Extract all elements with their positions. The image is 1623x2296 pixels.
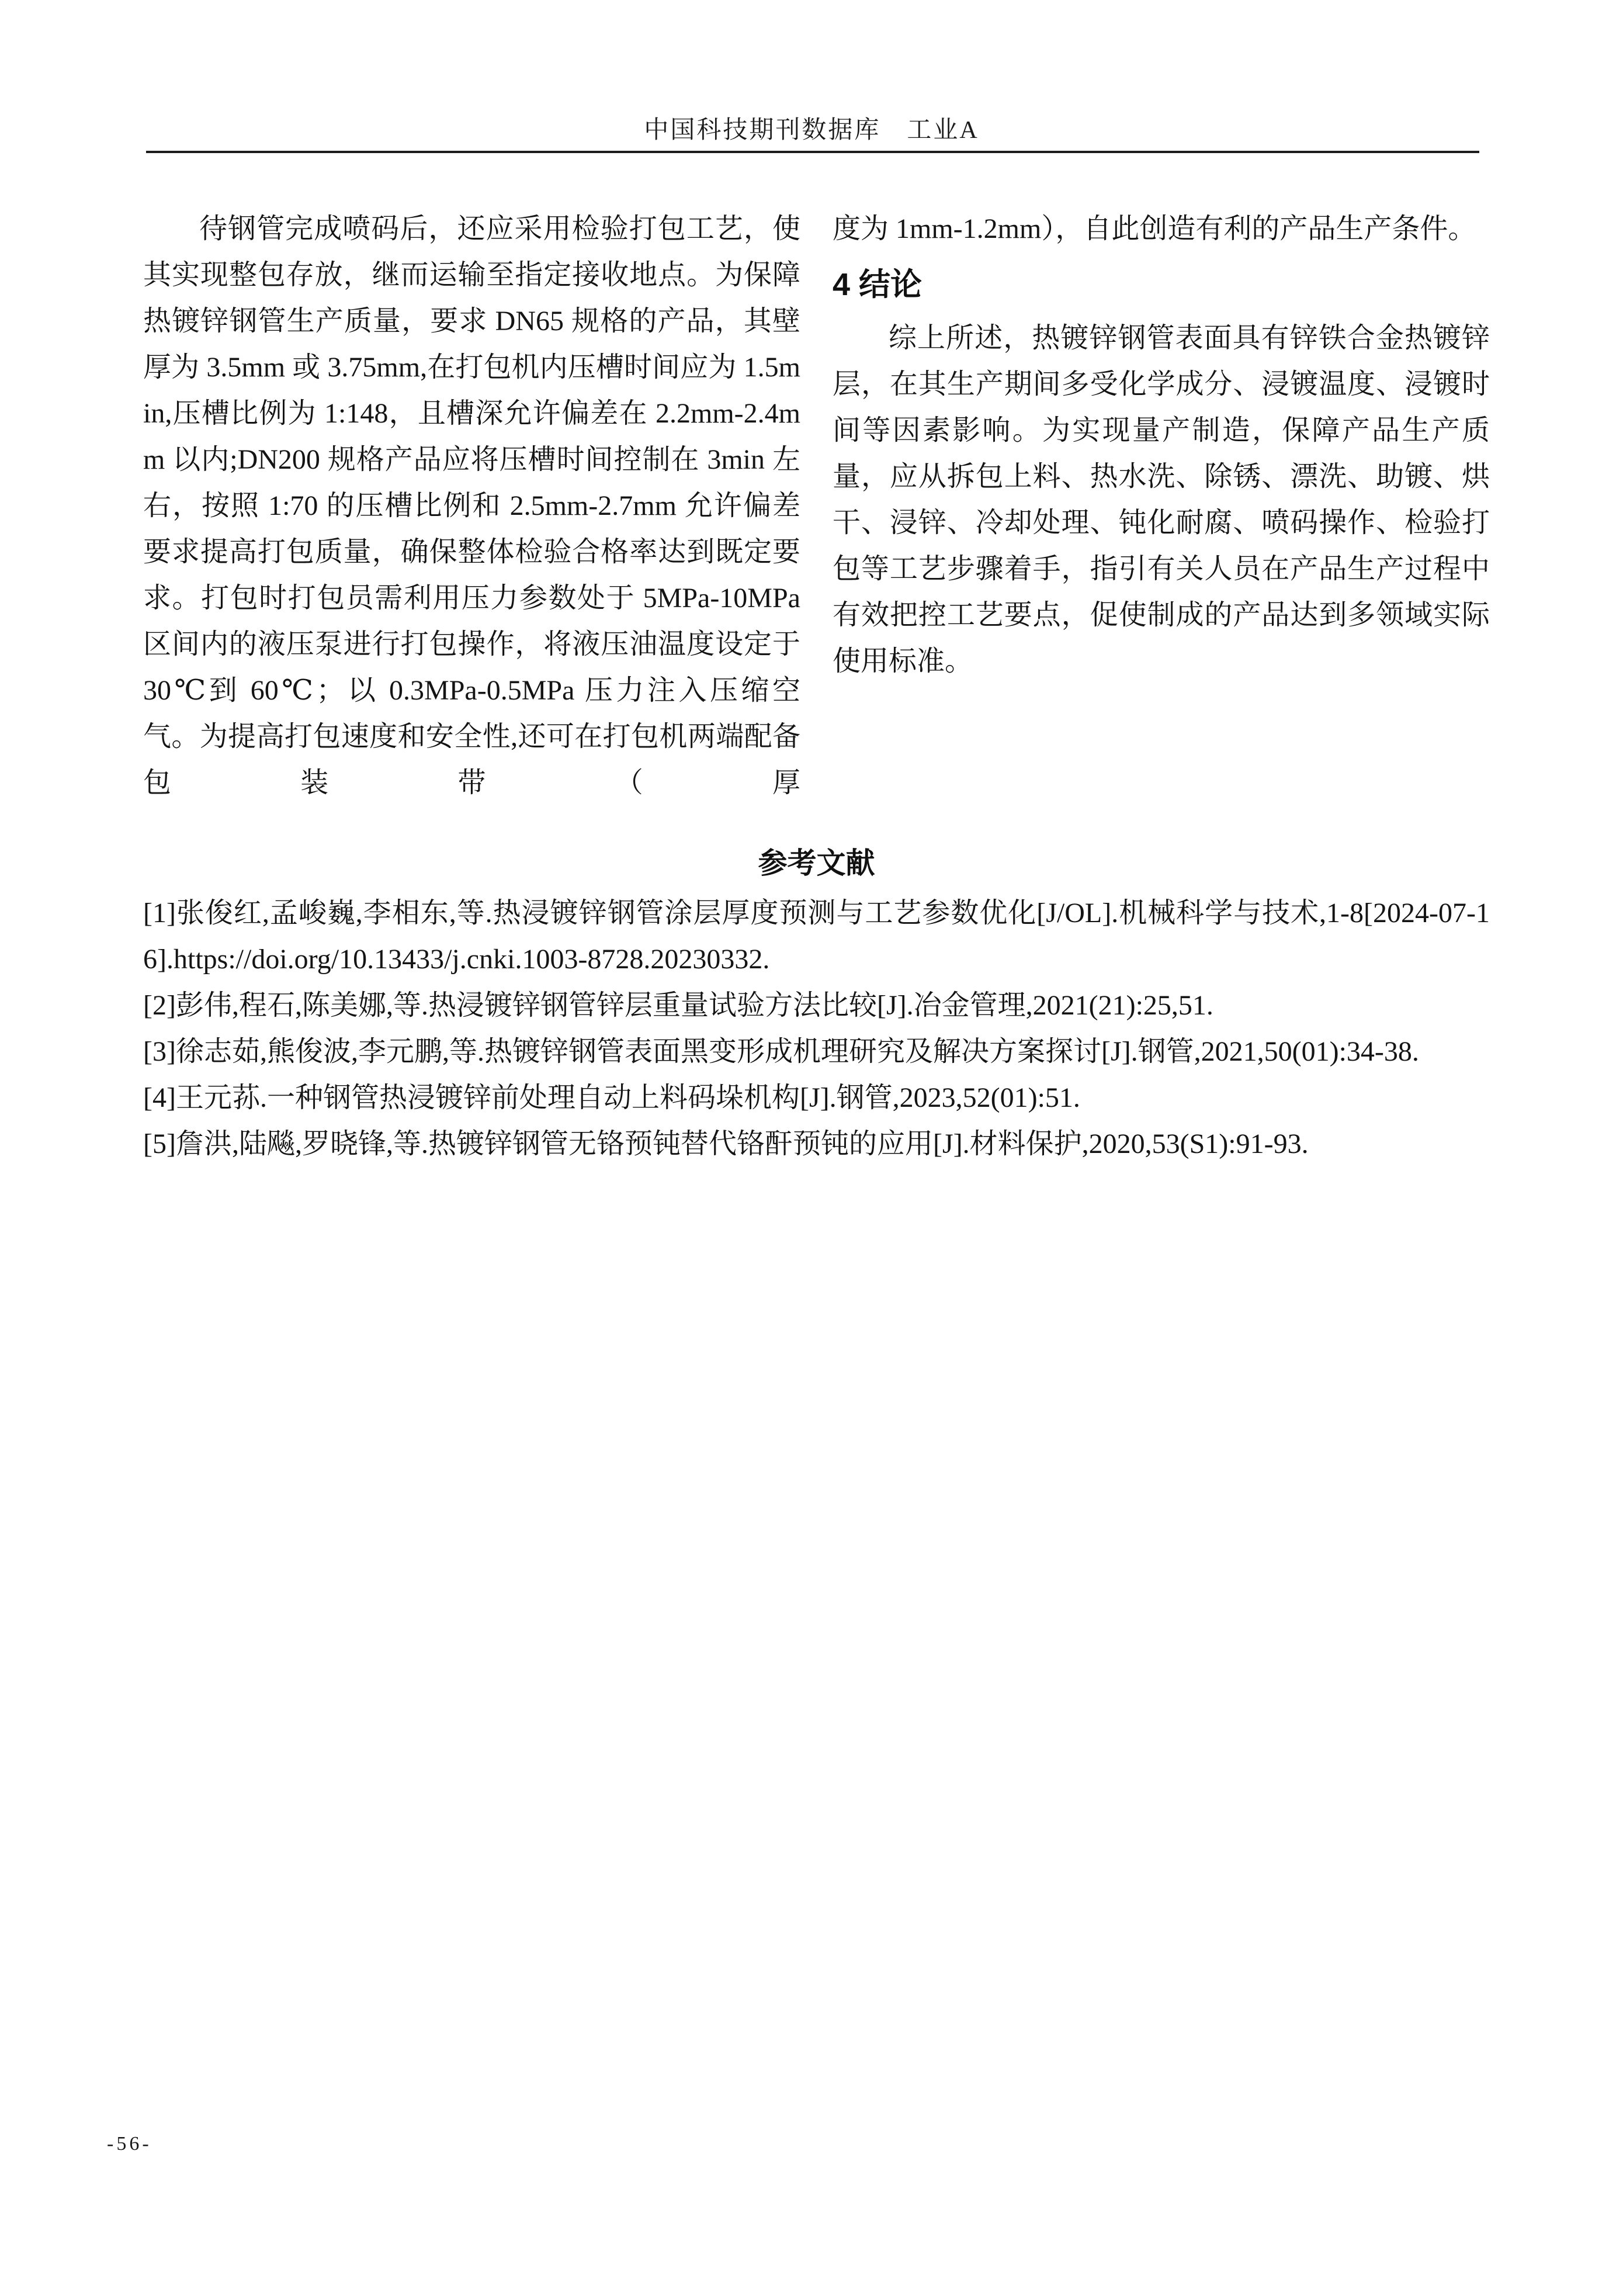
journal-title: 中国科技期刊数据库 工业A xyxy=(644,117,979,144)
body-paragraph-left: 待钢管完成喷码后，还应采用检验打包工艺，使其实现整包存放，继而运输至指定接收地点。为保障热镀锌钢管生产质量，要求 DN65 规格的产品，其壁厚为 3.5mm 或 3.75mm,在打包机内压槽时间应为 1.5min,压槽比例为 1:148，且槽深允许偏差在 2.2mm-2.4mm 以内;DN200 规格产品应将压槽时间控制在 3min 左右，按照 1:70 的压槽比例和 2.5mm-2.7mm 允许偏差要求提高打包质量，确保整体检验合格率达到既定要求。打包时打包员需利用压力参数处于 5MPa-10MPa 区间内的液压泵进行打包操作，将液压油温度设定于 30℃到 60℃；以 0.3MPa-0.5MPa 压力注入压缩空气。为提高打包速度和安全性,还可在打包机两端配备包装带（厚 xyxy=(143,213,800,798)
references-list xyxy=(143,890,1490,1167)
body-columns xyxy=(143,206,1490,806)
right-column xyxy=(833,206,1490,684)
reference-item: [3]徐志茹,熊俊波,李元鹏,等.热镀锌钢管表面黑变形成机理研究及解决方案探讨[J].钢管,2021,50(01):34-38. xyxy=(143,1036,1419,1067)
references-heading: 参考文献 xyxy=(758,847,875,879)
reference-item: [2]彭伟,程石,陈美娜,等.热浸镀锌钢管锌层重量试验方法比较[J].冶金管理,2021(21):25,51. xyxy=(143,990,1213,1021)
page-header xyxy=(0,0,1623,153)
body-paragraph-continuation: 度为 1mm-1.2mm），自此创造有利的产品生产条件。 xyxy=(833,213,1476,244)
reference-item: [5]詹洪,陆飚,罗晓锋,等.热镀锌钢管无铬预钝替代铬酐预钝的应用[J].材料保护,2020,53(S1):91-93. xyxy=(143,1128,1309,1159)
reference-item: [4]王元荪.一种钢管热浸镀锌前处理自动上料码垛机构[J].钢管,2023,52(01):51. xyxy=(143,1082,1080,1113)
conclusion-paragraph: 综上所述，热镀锌钢管表面具有锌铁合金热镀锌层，在其生产期间多受化学成分、浸镀温度、浸镀时间等因素影响。为实现量产制造，保障产品生产质量，应从拆包上料、热水洗、除锈、漂洗、助镀、烘干、浸锌、冷却处理、钝化耐腐、喷码操作、检验打包等工艺步骤着手，指引有关人员在产品生产过程中有效把控工艺要点，促使制成的产品达到多领域实际使用标准。 xyxy=(833,323,1490,677)
left-column xyxy=(143,206,800,806)
page-number: -56- xyxy=(107,2133,152,2155)
conclusion-heading: 4 结论 xyxy=(833,267,923,302)
header-divider xyxy=(146,151,1479,153)
references-section xyxy=(143,842,1490,1167)
reference-item: [1]张俊红,孟峻巍,李相东,等.热浸镀锌钢管涂层厚度预测与工艺参数优化[J/OL].机械科学与技术,1-8[2024-07-16].https://doi.org/10.13433/j.cnki.1003-8728.20230332. xyxy=(143,898,1490,975)
